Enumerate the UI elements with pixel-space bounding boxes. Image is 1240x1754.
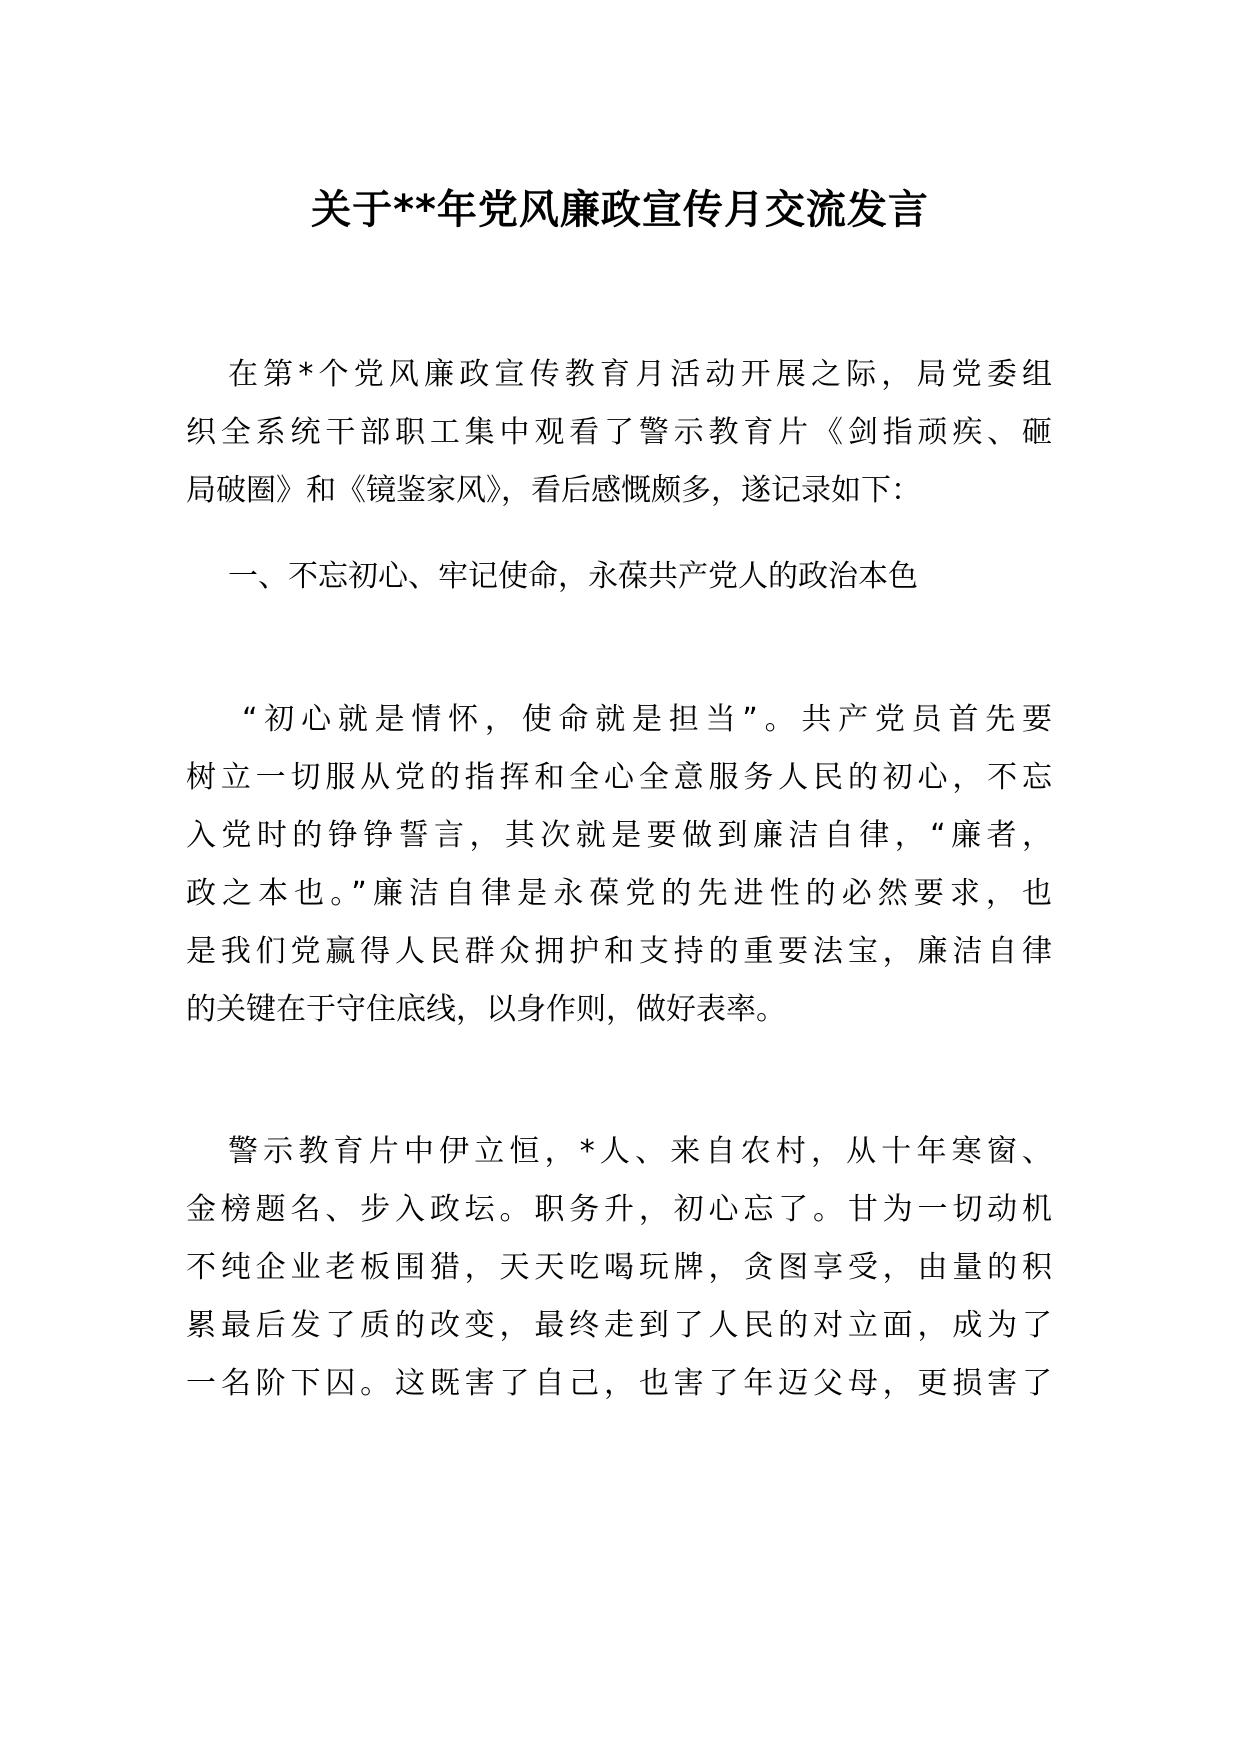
text-line: 局破圈》和《镜鉴家风》，看后感慨颇多，遂记录如下： xyxy=(186,473,921,508)
text-line: “初心就是情怀，使命就是担当”。共产党员首先要 xyxy=(242,702,1052,737)
paragraph-intro xyxy=(186,346,1052,520)
document-title: 关于**年党风廉政宣传月交流发言 xyxy=(311,187,929,233)
paragraph-warning-film xyxy=(186,1123,1052,1413)
paragraph-original-aspiration xyxy=(186,691,1052,1039)
text-line: 入党时的铮铮誓言，其次就是要做到廉洁自律，“廉者， xyxy=(186,818,1052,853)
text-line: 树立一切服从党的指挥和全心全意服务人民的初心，不忘 xyxy=(186,760,1052,795)
text-line: 累最后发了质的改变，最终走到了人民的对立面，成为了 xyxy=(186,1308,1052,1343)
text-line: 是我们党赢得人民群众拥护和支持的重要法宝，廉洁自律 xyxy=(186,934,1052,969)
text-line: 政之本也。”廉洁自律是永葆党的先进性的必然要求，也 xyxy=(186,876,1052,911)
text-line: 警示教育片中伊立恒，*人、来自农村，从十年寒窗、 xyxy=(228,1134,1052,1169)
text-line: 的关键在于守住底线，以身作则，做好表率。 xyxy=(186,992,786,1027)
text-line: 织全系统干部职工集中观看了警示教育片《剑指顽疾、砸 xyxy=(186,415,1052,450)
heading-line: 一、不忘初心、牢记使命，永葆共产党人的政治本色 xyxy=(228,559,918,594)
text-line: 不纯企业老板围猎，天天吃喝玩牌，贪图享受，由量的积 xyxy=(186,1250,1052,1285)
text-line: 一名阶下囚。这既害了自己，也害了年迈父母，更损害了 xyxy=(186,1366,1052,1401)
text-line: 在第*个党风廉政宣传教育月活动开展之际，局党委组 xyxy=(228,357,1052,392)
section-heading xyxy=(186,548,1052,606)
text-line: 金榜题名、步入政坛。职务升，初心忘了。甘为一切动机 xyxy=(186,1192,1052,1227)
